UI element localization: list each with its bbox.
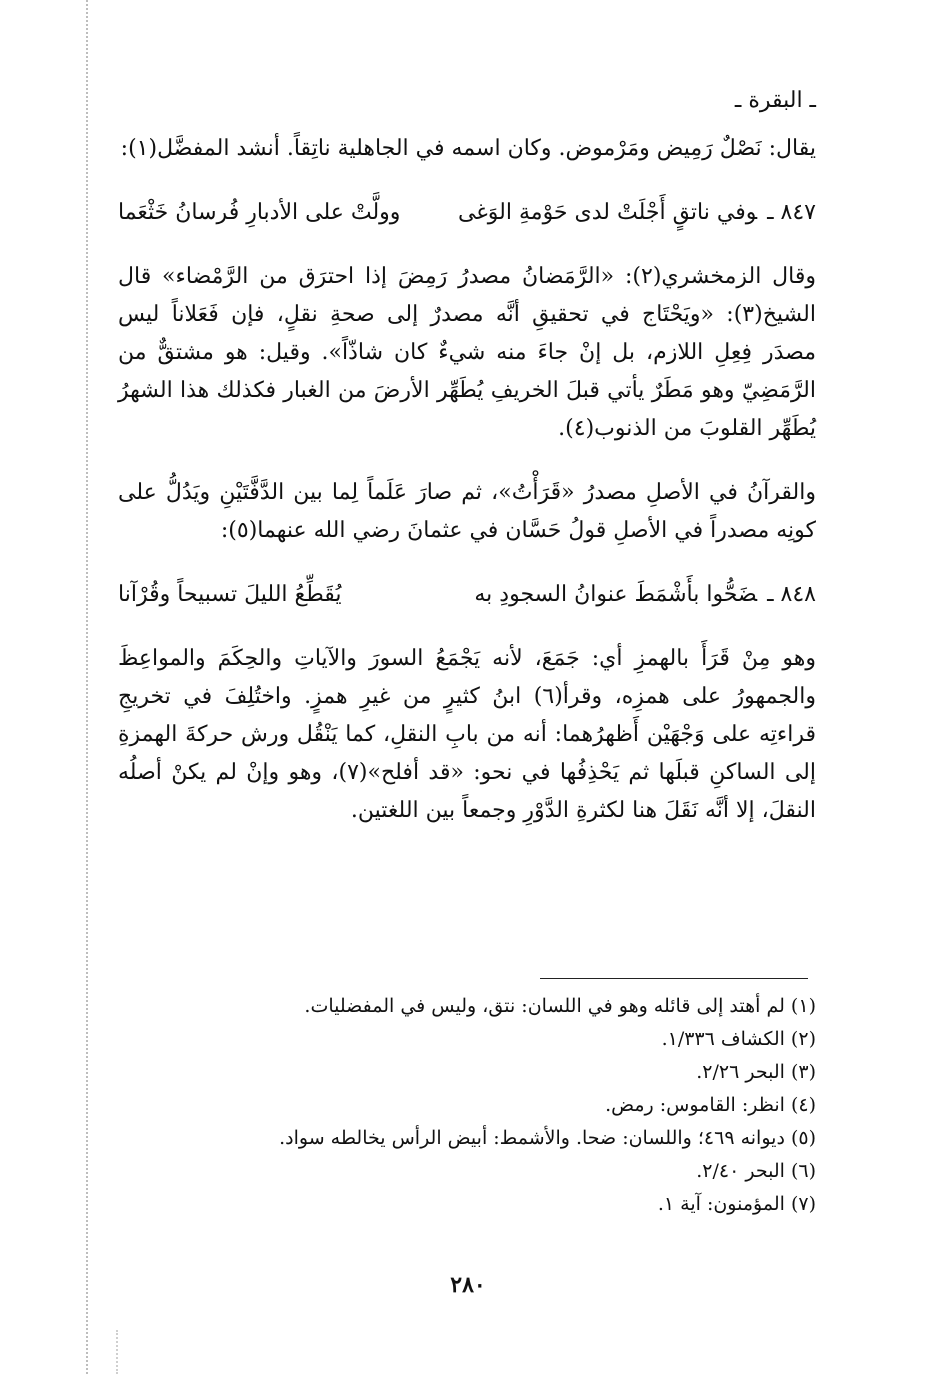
footnote-7: (٧) المؤمنون: آية ١. [657, 1193, 816, 1215]
footnote-separator [540, 978, 808, 979]
footnote-2: (٢) الكشاف ١/٣٣٦. [661, 1028, 816, 1050]
footnotes [116, 990, 816, 1221]
verse-848-right [474, 576, 816, 614]
page-number: ٢٨٠ [450, 1272, 486, 1298]
verse-848-right-text: ضَحُّوا بأَشْمَطَ عنوانُ السجودِ به [474, 582, 758, 607]
paragraph-3: والقرآنُ في الأصلِ مصدرُ «قَرَأْتُ»، ثم صارَ عَلَماً لِما بين الدَّفَّتَيْنِ ويَدُلُّ على كونِه مصدراً في الأصلِ قولُ حَسَّان في عثمانَ رضي الله عنهما(٥): [118, 480, 816, 543]
verse-847-number: ٨٤٧ ـ [767, 200, 816, 225]
main-text [118, 130, 816, 830]
verse-847-left: وولَّتْ على الأدبارِ فُرسانُ خَثْعَما [118, 200, 401, 225]
verse-847 [118, 194, 816, 232]
page-edge-dots [86, 0, 88, 1374]
paragraph-1: يقال: نَصْلٌ رَمِيض ومَرْموض. وكان اسمه في الجاهلية ناتِقاً. أنشد المفضَّل(١): [120, 136, 816, 161]
footnote-4: (٤) انظر: القاموس: رمض. [605, 1094, 816, 1116]
footnote-5: (٥) ديوانه ٤٦٩؛ واللسان: ضحا. والأشمط: أبيض الرأس يخالطه سواد. [279, 1127, 816, 1149]
running-header: ـ البقرة ـ [734, 88, 816, 113]
verse-848 [118, 576, 816, 614]
footnote-3: (٣) البحر ٢/٢٦. [696, 1061, 816, 1083]
verse-848-left: يُقَطِّعُ الليلَ تسبيحاً وقُرْآنا [118, 582, 342, 607]
footnote-1: (١) لم أهتد إلى قائله وهو في اللسان: نتق، وليس في المفضليات. [304, 995, 816, 1017]
footnote-6: (٦) البحر ٢/٤٠. [696, 1160, 816, 1182]
verse-848-number: ٨٤٨ ـ [767, 582, 816, 607]
page-edge-dots-secondary [116, 1330, 118, 1374]
verse-847-right [458, 194, 816, 232]
verse-847-right-text: وفي ناتقٍ أَجْلَتْ لدى حَوْمةِ الوَغى [457, 200, 758, 225]
paragraph-4: وهو مِنْ قَرَأَ بالهمزِ أي: جَمَعَ، لأنه يَجْمَعُ السورَ والآياتِ والحِكَمَ والمواعِظَ والجمهورُ على همزِه، وقرأ(٦) ابنُ كثيرٍ من غيرِ همزٍ. واختُلِفَ في تخريجِ قراءتِه على وَجْهَيْن أَظهرُهما: أنه من بابِ النقلِ، كما يَنْقُل ورش حركةَ الهمزةِ إلى الساكنِ قبلَها ثم يَحْذِفُها في نحو: «قد أفلح»(٧)، وهو وإنْ لم يكنْ أصلُه النقلَ، إلا أنَّه نَقَلَ هنا لكثرةِ الدَّوْرِ وجمعاً بين اللغتين. [118, 646, 816, 823]
paragraph-2: وقال الزمخشري(٢): «الرَّمَضانُ مصدرُ رَمِضَ إذا احترَق من الرَّمْضاء» قال الشيخ(٣): «ويَحْتَاج في تحقيقِ أنَّه مصدرٌ إلى صحةِ نقلٍ، فإن فَعَلاناً ليس مصدَر فِعِلِ اللازم، بل إنْ جاءَ منه شيءٌ كان شاذّاً». وقيل: هو مشتقٌّ من الرَّمَضِيّ وهو مَطَرٌ يأتي قبلَ الخريفِ يُطَهِّر الأرضَ من الغبار فكذلك هذا الشهرُ يُطَهِّر القلوبَ من الذنوب(٤). [118, 264, 816, 441]
